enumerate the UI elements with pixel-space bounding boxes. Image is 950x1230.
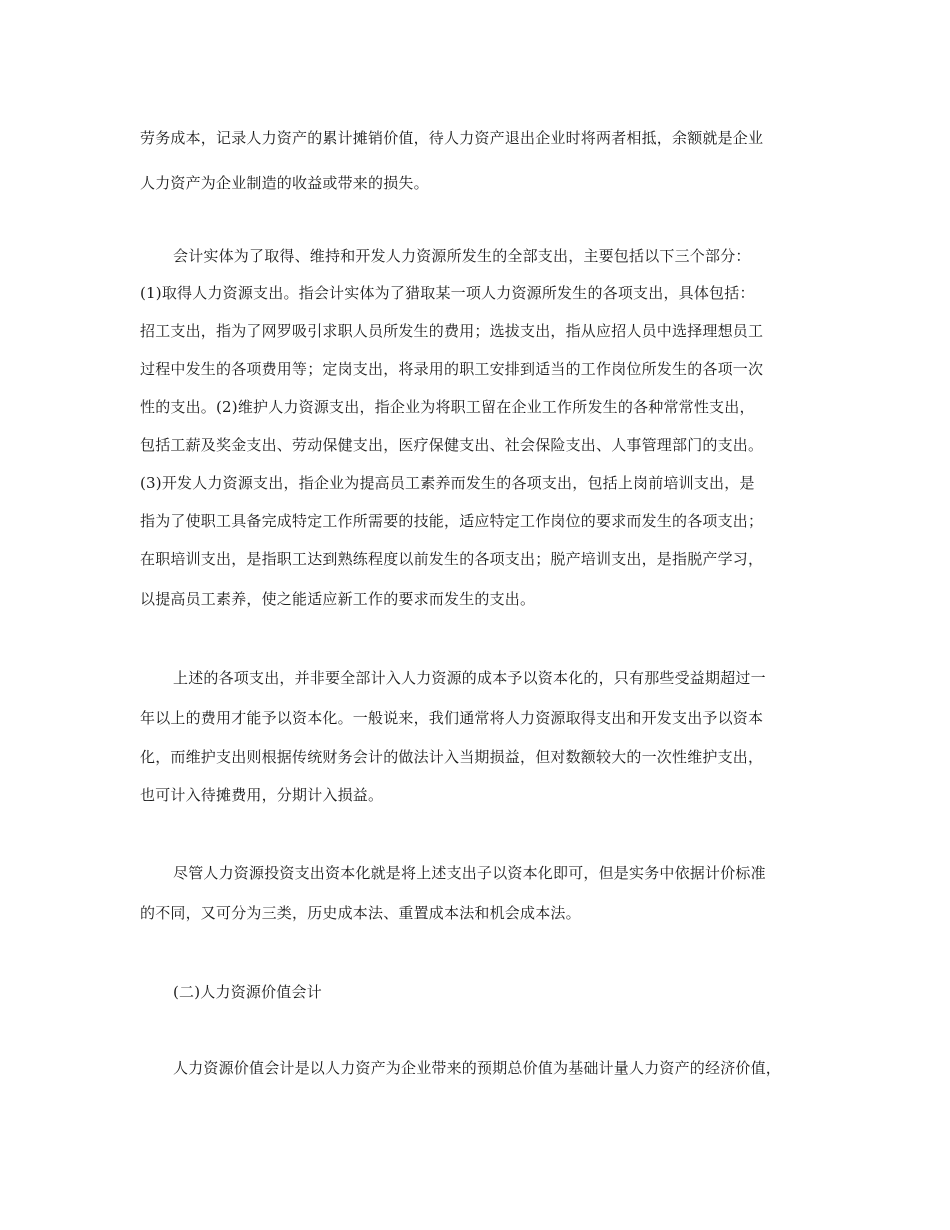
text-line: 人力资源价值会计是以人力资产为企业带来的预期总价值为基础计量人力资产的经济价值， xyxy=(173,1059,782,1077)
text-line: 化，而维护支出则根据传统财务会计的做法计入当期损益，但对数额较大的一次性维护支出， xyxy=(140,748,764,766)
text-line: 人力资产为企业制造的收益或带来的损失。 xyxy=(140,174,429,192)
text-line: 上述的各项支出，并非要全部计入人力资源的成本予以资本化的，只有那些受益期超过一 xyxy=(173,669,766,687)
text-line: 过程中发生的各项费用等；定岗支出，将录用的职工安排到适当的工作岗位所发生的各项一次 xyxy=(140,360,764,378)
text-line: 劳务成本，记录人力资产的累计摊销价值，待人力资产退出企业时将两者相抵，余额就是企业 xyxy=(140,129,764,147)
text-line: 指为了使职工具备完成特定工作所需要的技能，适应特定工作岗位的要求而发生的各项支出； xyxy=(140,512,764,530)
text-line: 以提高员工素养，使之能适应新工作的要求而发生的支出。 xyxy=(140,590,536,608)
text-line: 的不同，又可分为三类，历史成本法、重置成本法和机会成本法。 xyxy=(140,904,581,922)
text-line: 包括工薪及奖金支出、劳动保健支出，医疗保健支出、社会保险支出、人事管理部门的支出。 xyxy=(140,436,764,454)
text-line: (3)开发人力资源支出，指企业为提高员工素养而发生的各项支出，包括上岗前培训支出，是 xyxy=(140,474,755,492)
text-line: 会计实体为了取得、维持和开发人力资源所发生的全部支出，主要包括以下三个部分： xyxy=(173,247,751,265)
text-line: 在职培训支出，是指职工达到熟练程度以前发生的各项支出；脱产培训支出，是指脱产学习， xyxy=(140,550,764,568)
text-line: (1)取得人力资源支出。指会计实体为了猎取某一项人力资源所发生的各项支出，具体包括： xyxy=(140,284,755,302)
text-line: 招工支出，指为了网罗吸引求职人员所发生的费用；选拔支出，指从应招人员中选择理想员工 xyxy=(140,322,764,340)
text-line: 也可计入待摊费用，分期计入损益。 xyxy=(140,786,384,804)
text-line: 性的支出。(2)维护人力资源支出，指企业为将职工留在企业工作所发生的各种常常性支出， xyxy=(140,398,755,416)
section-heading: (二)人力资源价值会计 xyxy=(173,983,322,1001)
text-line: 年以上的费用才能予以资本化。一般说来，我们通常将人力资源取得支出和开发支出予以资本 xyxy=(140,709,764,727)
text-line: 尽管人力资源投资支出资本化就是将上述支出子以资本化即可，但是实务中依据计价标准 xyxy=(173,864,766,882)
